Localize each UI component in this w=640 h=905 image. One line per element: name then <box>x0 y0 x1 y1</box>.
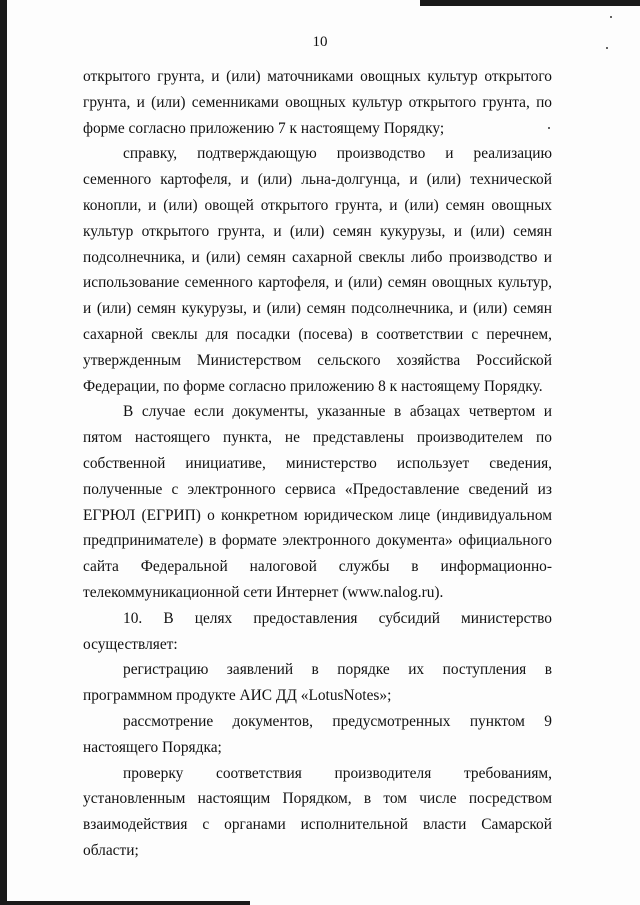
paragraph: открытого грунта, и (или) маточниками овощных культур открытого грунта, и (или) семенниками овощных культур открытого грунта, по форме согласно приложению 7 к настоящему Порядку; <box>83 68 552 137</box>
paragraph: 10. В целях предоставления субсидий министерство осуществляет: <box>83 609 552 653</box>
scan-speck <box>610 16 612 18</box>
paragraph: проверку соответствия производителя требованиям, установленным настоящим Порядком, в том числе посредством взаимодействия с органами исполнительной власти Самарской области; <box>83 764 552 859</box>
scan-edge-left <box>0 0 7 905</box>
document-body <box>83 64 552 864</box>
scan-edge-bottom <box>0 901 250 905</box>
paragraph: справку, подтверждающую производство и реализацию семенного картофеля, и (или) льна-долгунца, и (или) технической конопли, и (или) овощей открытого грунта, и (или) семян овощных культур открытого грунта, и (или) семян кукурузы, и (или) семян подсолнечника, и (или) семян сахарной свеклы либо производство и использование семенного картофеля, и (или) семян овощных культур, и (или) семян кукурузы, и (или) семян подсолнечника, и (или) семян сахарной свеклы для посадки (посева) в соответствии с перечнем, утвержденным Министерством сельского хозяйства Российской Федерации, по форме согласно приложению 8 к настоящему Порядку. <box>83 145 552 395</box>
paragraph: рассмотрение документов, предусмотренных пунктом 9 настоящего Порядка; <box>83 712 552 756</box>
paragraph: В случае если документы, указанные в абзацах четвертом и пятом настоящего пункта, не представлены производителем по собственной инициативе, министерство использует сведения, полученные с электронного сервиса «Предоставление сведений из ЕГРЮЛ (ЕГРИП) о конкретном юридическом лице (индивидуальном предпринимателе) в формате электронного документа» официального сайта Федеральной налоговой службы в информационно-телекоммуникационной сети Интернет (www.nalog.ru). <box>83 403 552 601</box>
scan-edge-top <box>420 0 640 6</box>
paragraph: регистрацию заявлений в порядке их поступления в программном продукте АИС ДД «LotusNotes»; <box>83 661 552 705</box>
page-number: 10 <box>312 34 328 50</box>
